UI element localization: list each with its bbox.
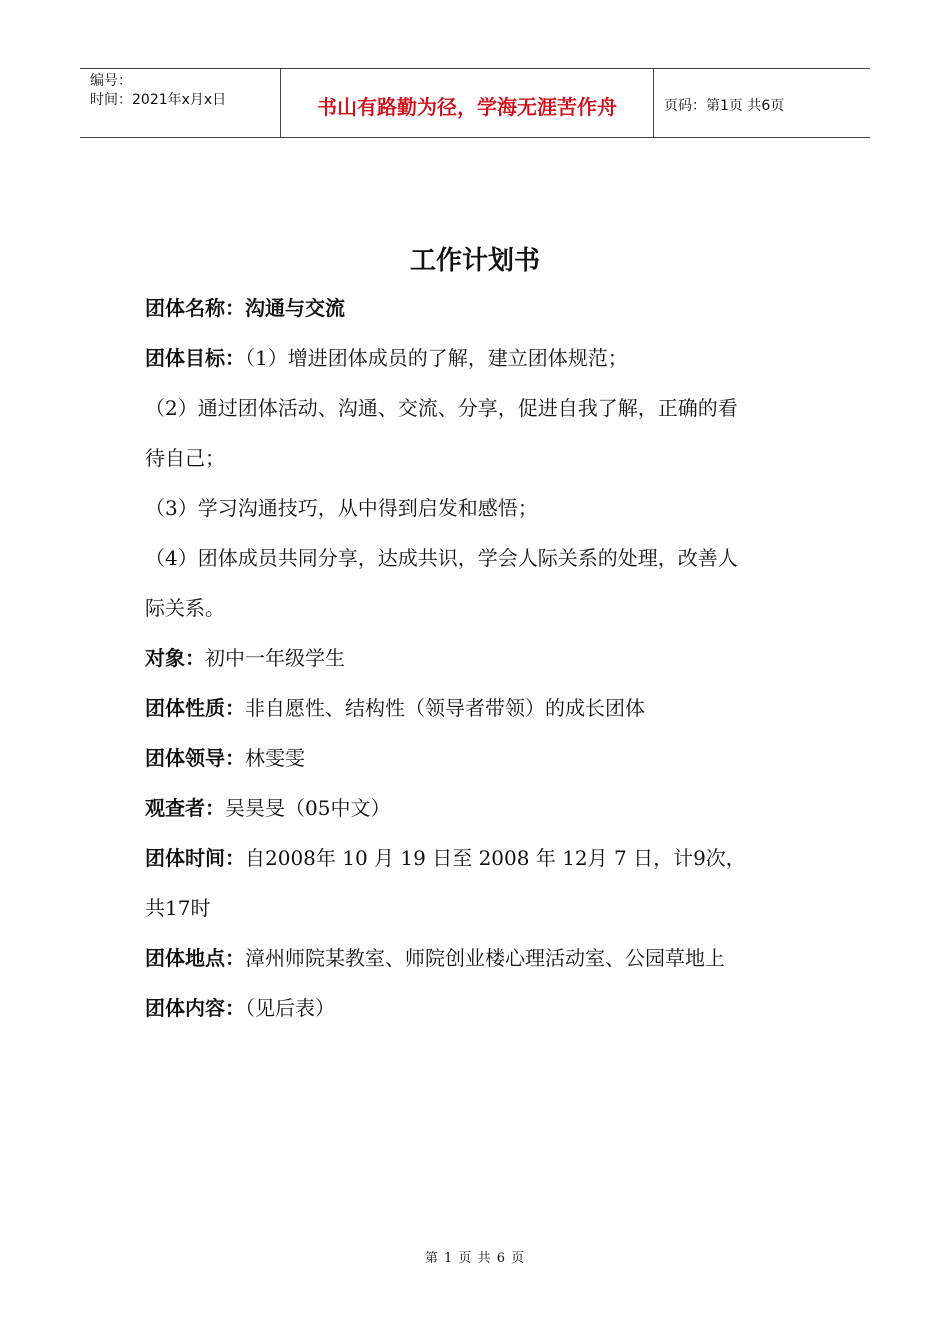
group-goal-item-3: （3）学习沟通技巧，从中得到启发和感悟；	[145, 496, 538, 520]
group-goal-line	[145, 339, 815, 389]
observer-value: 吴昊旻（05中文）	[225, 796, 391, 820]
header-motto: 书山有路勤为径，学海无涯苦作舟	[281, 69, 654, 137]
content-value: （见后表）	[245, 996, 335, 1020]
content-line	[145, 989, 815, 1039]
group-goal-item-1: （1）增进团体成员的了解，建立团体规范；	[245, 346, 628, 370]
nature-label: 团体性质：	[145, 696, 245, 720]
group-goal-item-4: （4）团体成员共同分享，达成共识，学会人际关系的处理，改善人	[145, 546, 738, 570]
page-footer: 第 1 页 共 6 页	[424, 1251, 526, 1266]
target-value: 初中一年级学生	[205, 646, 345, 670]
time-label: 团体时间：	[145, 846, 245, 870]
place-value: 漳州师院某教室、师院创业楼心理活动室、公园草地上	[245, 946, 725, 970]
time-value-cont: 共17时	[145, 896, 211, 920]
header-meta-cell	[80, 69, 281, 137]
group-name-value: 沟通与交流	[245, 296, 345, 320]
observer-line	[145, 789, 815, 839]
group-name-line	[145, 289, 815, 339]
document-body	[145, 289, 815, 1039]
header-page-info: 页码：第1页 共6页	[664, 98, 785, 114]
group-goal-item-4-cont: 际关系。	[145, 596, 225, 620]
nature-value: 非自愿性、结构性（领导者带领）的成长团体	[245, 696, 645, 720]
document-title: 工作计划书	[409, 246, 540, 276]
group-goal-label: 团体目标：	[145, 346, 245, 370]
time-value: 自2008年 10 月 19 日至 2008 年 12月 7 日，计9次，	[245, 846, 746, 870]
place-line	[145, 939, 815, 989]
leader-line	[145, 739, 815, 789]
page-header	[80, 68, 870, 138]
group-goal-item-2: （2）通过团体活动、沟通、交流、分享，促进自我了解，正确的看	[145, 396, 738, 420]
target-label: 对象：	[145, 646, 205, 670]
group-goal-item-2-cont: 待自己；	[145, 446, 225, 470]
content-label: 团体内容：	[145, 996, 245, 1020]
leader-value: 林雯雯	[245, 746, 305, 770]
target-line	[145, 639, 815, 689]
header-time-label: 时间：2021年x月x日	[90, 92, 227, 108]
observer-label: 观查者：	[145, 796, 225, 820]
nature-line	[145, 689, 815, 739]
header-number-label: 编号：	[90, 73, 132, 89]
group-name-label: 团体名称：	[145, 296, 245, 320]
place-label: 团体地点：	[145, 946, 245, 970]
time-line	[145, 839, 815, 889]
leader-label: 团体领导：	[145, 746, 245, 770]
